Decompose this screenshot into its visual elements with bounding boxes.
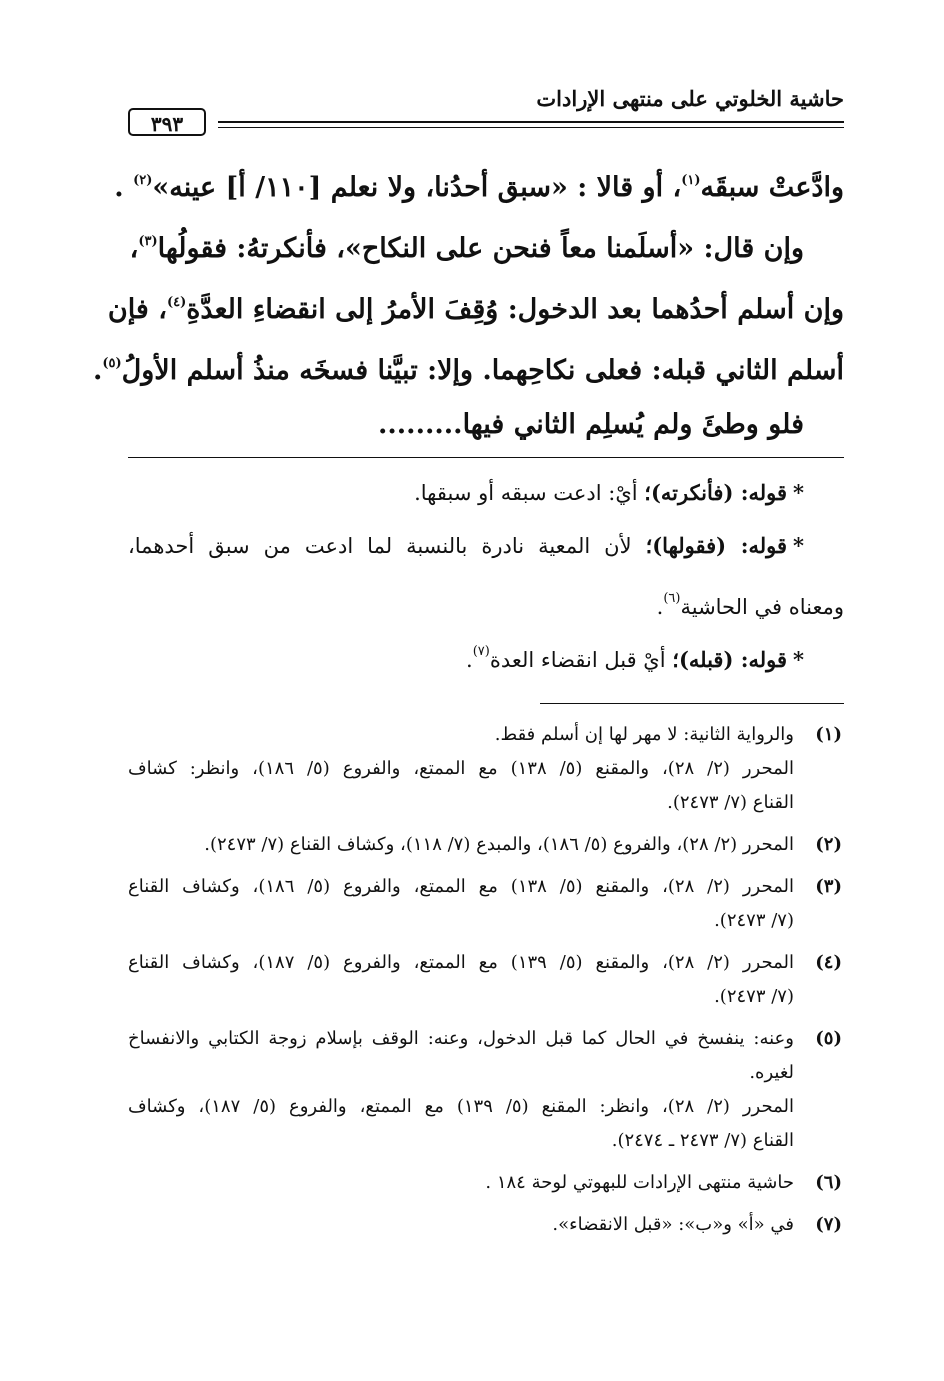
footnote-line: المحرر (٢/ ٢٨)، والمقنع (٥/ ١٣٨) مع الممتع، والفروع (٥/ ١٨٦)، وكشاف القناع — [128, 876, 795, 897]
commentary-text: لأن المعية نادرة بالنسبة لما ادعت من سبق أحدهما، — [128, 534, 646, 558]
main-line-text: وادَّعتْ سبقَه — [700, 172, 844, 203]
footnote-line: المحرر (٢/ ٢٨)، وانظر: المقنع (٥/ ١٣٩) مع الممتع، والفروع (٥/ ١٨٧)، وكشاف — [128, 1096, 794, 1117]
footnote — [128, 870, 844, 938]
footnote-ref: (٢) — [133, 173, 153, 188]
main-line — [128, 211, 844, 272]
commentary-line — [128, 519, 844, 572]
commentary-text: أيْ: ادعت سبقه أو سبقها. — [414, 481, 645, 505]
commentary-lemma: قوله: (قبله)؛ — [672, 647, 788, 672]
footnote — [128, 828, 844, 862]
asterisk-icon: * — [793, 647, 804, 672]
footnote — [128, 946, 844, 1014]
commentary-line — [128, 466, 844, 519]
section-divider — [128, 457, 844, 458]
footnote-line: المحرر (٢/ ٢٨)، والفروع (٥/ ١٨٦)، والمبدع (٧/ ١١٨)، وكشاف القناع (٧/ ٢٤٧٣). — [204, 834, 794, 855]
footnote-number: (٤) — [815, 952, 842, 973]
footnote-line: القناع (٧/ ٢٤٧٣). — [667, 792, 794, 813]
footnote-number: (٧) — [815, 1214, 842, 1235]
footnote-number: (٥) — [815, 1028, 842, 1049]
main-line — [107, 272, 844, 333]
footnote — [128, 1208, 844, 1242]
asterisk-icon: * — [793, 533, 804, 558]
main-line — [128, 394, 844, 455]
main-line — [114, 150, 844, 211]
main-line-text: ، — [129, 233, 139, 264]
footnote-number: (٣) — [815, 876, 842, 897]
footnote-ref: (٦) — [663, 591, 681, 606]
footnote-ref: (٧) — [472, 644, 490, 659]
footnote-line: والرواية الثانية: لا مهر لها إن أسلم فقط. — [494, 724, 794, 745]
page-number: ٣٩٣ — [128, 108, 206, 136]
commentary-text: أيْ قبل انقضاء العدة — [489, 648, 673, 672]
page-header — [128, 78, 844, 138]
commentary-lemma: قوله: (فقولها)؛ — [645, 533, 788, 558]
footnote-ref: (١) — [681, 173, 701, 188]
main-line-text: فلو وطئَ ولم يُسلِم الثاني فيها — [462, 409, 804, 440]
footnote-line: (٧/ ٢٤٧٣). — [714, 910, 794, 931]
footnote — [128, 1022, 844, 1158]
main-text — [92, 150, 844, 455]
main-line — [92, 333, 844, 394]
footnote-line: لغيره. — [749, 1062, 794, 1083]
commentary — [128, 466, 844, 678]
main-line-text: أسلم الثاني قبله: فعلى نكاحِهما. وإلا: تبيَّنا فسخَه منذُ أسلم الأولُ — [121, 355, 844, 386]
commentary-text: . — [656, 595, 664, 619]
main-line-text: ، فإن — [107, 294, 167, 325]
footnote — [128, 718, 844, 820]
footnote-ref: (٥) — [102, 356, 122, 371]
footnote-line: في «أ» و«ب»: «قبل الانقضاء». — [552, 1214, 794, 1235]
footnote-line: حاشية منتهى الإرادات للبهوتي لوحة ١٨٤ . — [485, 1172, 794, 1193]
header-rule — [218, 121, 844, 123]
main-line-text: . — [92, 355, 103, 386]
main-line-text: وإن أسلم أحدُهما بعد الدخول: وُقِفَ الأمرُ إلى انقضاءِ العدَّةِ — [186, 294, 844, 325]
main-line-text: وإن قال: «أسلَمنا معاً فنحن على النكاح»، فأنكرتهُ: فقولُها — [157, 233, 804, 264]
footnote-line: (٧/ ٢٤٧٣). — [714, 986, 794, 1007]
footnotes — [128, 718, 844, 1242]
footnote — [128, 1166, 844, 1200]
ellipsis-dots: ......... — [377, 409, 463, 440]
footnote-number: (١) — [815, 724, 842, 745]
footnote-line: المحرر (٢/ ٢٨)، والمقنع (٥/ ١٣٨) مع الممتع، والفروع (٥/ ١٨٦)، وانظر: كشاف — [128, 758, 794, 779]
main-line-text: ، أو قالا : «سبق أحدُنا، ولا نعلم [١١٠/ أ] عينه» — [152, 172, 682, 203]
footnote-ref: (٣) — [138, 234, 158, 249]
footnote-line: القناع (٧/ ٢٤٧٣ ـ ٢٤٧٤). — [611, 1130, 794, 1151]
commentary-text: ومعناه في الحاشية — [680, 595, 844, 619]
commentary-line — [128, 625, 844, 678]
footnote-divider — [540, 703, 844, 704]
footnote-line: وعنه: ينفسخ في الحال كما قبل الدخول، وعنه: الوقف بإسلام زوجة الكتابي والانفساخ — [128, 1028, 794, 1049]
footnote-number: (٦) — [815, 1172, 842, 1193]
asterisk-icon: * — [793, 480, 804, 505]
main-line-text: . — [114, 172, 134, 203]
header-rule-thin — [218, 127, 844, 128]
footnote-number: (٢) — [815, 834, 842, 855]
commentary-text: . — [466, 648, 473, 672]
commentary-lemma: قوله: (فأنكرته)؛ — [644, 480, 788, 505]
footnote-ref: (٤) — [166, 295, 187, 310]
commentary-line — [128, 572, 844, 625]
running-title: حاشية الخلوتي على منتهى الإرادات — [536, 86, 844, 111]
footnote-line: المحرر (٢/ ٢٨)، والمقنع (٥/ ١٣٩) مع الممتع، والفروع (٥/ ١٨٧)، وكشاف القناع — [128, 952, 795, 973]
